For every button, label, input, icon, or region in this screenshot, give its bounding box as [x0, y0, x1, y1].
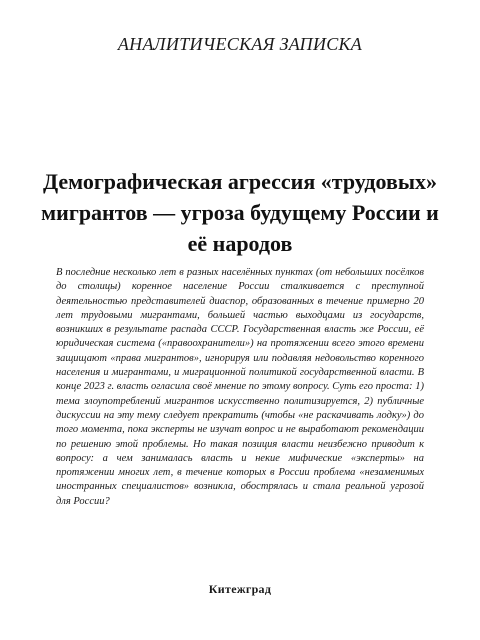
series-label: АНАЛИТИЧЕСКАЯ ЗАПИСКА [117, 34, 363, 54]
document-title: Демографическая агрессия «трудовых» мигрантов — угроза будущему России и её народов [41, 169, 439, 256]
publisher-name: Китежград [208, 582, 272, 596]
abstract-text: В последние несколько лет в разных населённых пунктах (от небольших посёлков до столицы) коренное население России сталкивается с преступной деятельностью представителей диаспор, образованных в течение примерно 20 лет трудовыми мигрантами, большей частью выходцами из государств, возникших в результате распада СССР. Государственная власть же России, её юридическая система («правоохранители») на протяжении всего этого времени защищают «права мигрантов», игнорируя или подавляя недовольство коренного населения и мигрантами, и миграционной политикой государственной власти. В конце 2023 г. власть огласила своё мнение по этому вопросу. Суть его проста: 1) тема злоупотреблений мигрантов искусственно политизируется, 2) публичные дискуссии на эту тему следует прекратить (чтобы «не раскачивать лодку») до того момента, пока эксперты не изучат вопрос и не выработают рекомендации по решению этой проблемы. Но такая позиция власти неизбежно приводит к вопросу: а чем занималась власть и некие мифические «эксперты» на протяжении многих лет, в течение которых в России проблема «незаменимых иностранных специалистов» возникла, обострялась и стала реальной угрозой для России? [56, 267, 424, 507]
